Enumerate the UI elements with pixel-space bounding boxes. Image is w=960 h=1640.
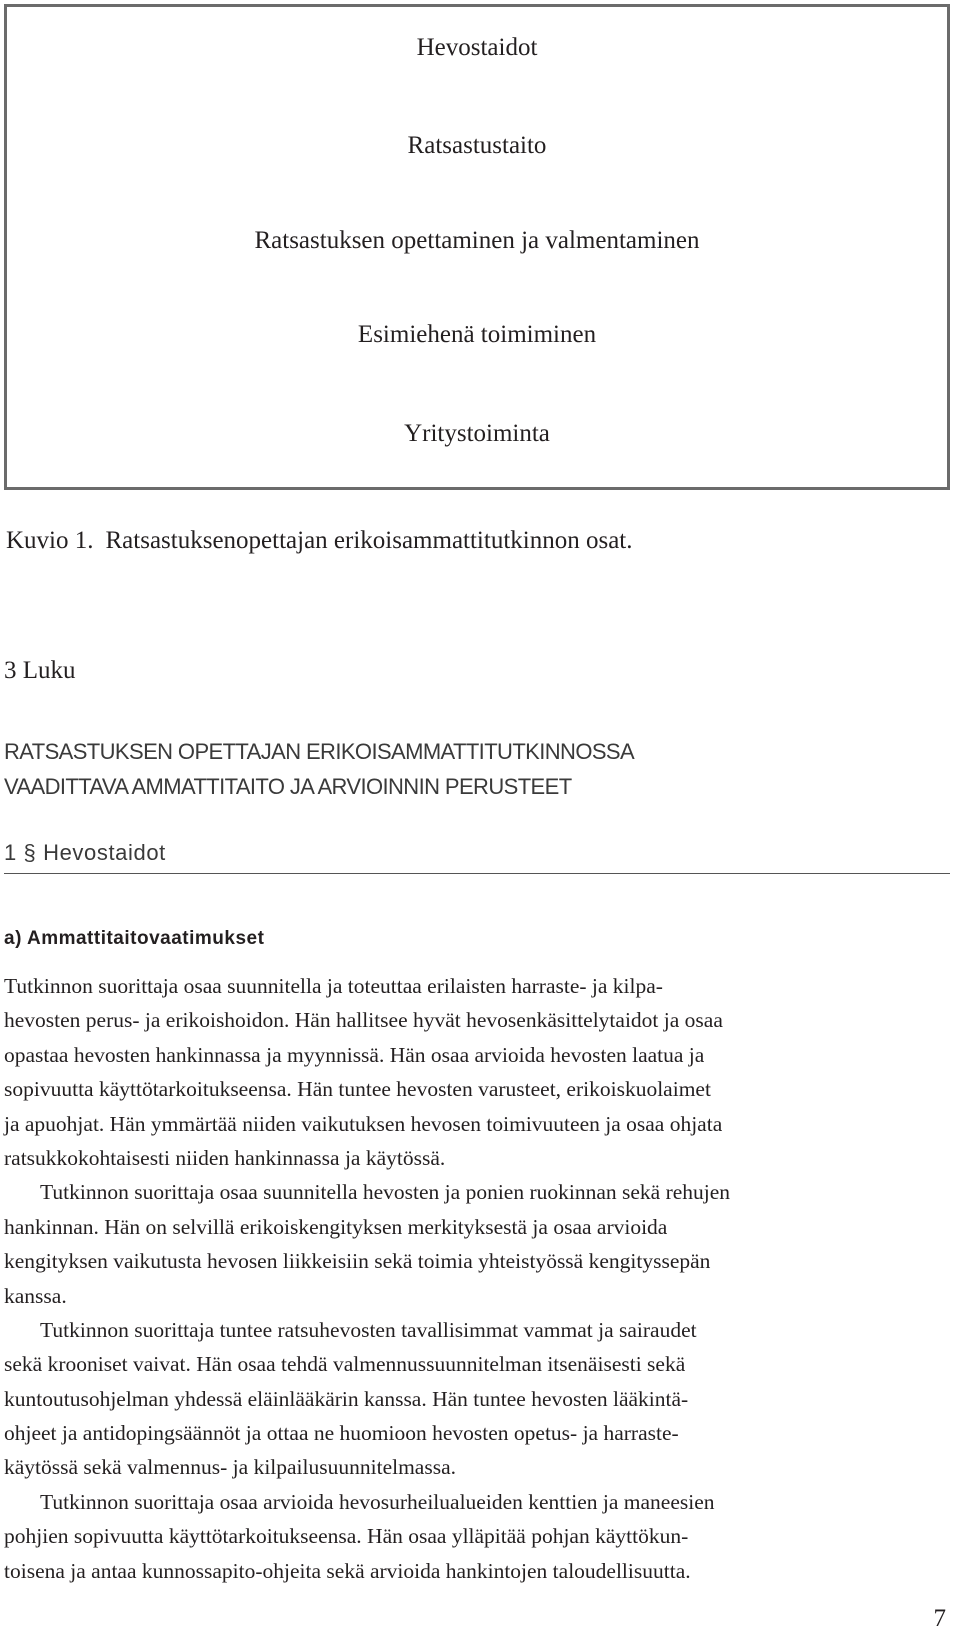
body-line: toisena ja antaa kunnossapito-ohjeita sekä arvioida hankintojen taloudellisuutta. (4, 1558, 691, 1583)
figure-caption-text: Ratsastuksenopettajan erikoisammattitutkinnon osat. (105, 527, 633, 554)
body-line: ohjeet ja antidopingsäännöt ja ottaa ne huomioon hevosten opetus- ja harraste- (4, 1421, 679, 1446)
body-line: kengityksen vaikutusta hevosen liikkeisiin sekä toimia yhteistyössä kengityssepän (4, 1249, 711, 1274)
chapter-label: 3 Luku (4, 657, 76, 684)
body-line: kanssa. (4, 1283, 67, 1308)
body-line: ratsukkokohtaisesti niiden hankinnassa ja käytössä. (4, 1145, 446, 1170)
body-line: ja apuohjat. Hän ymmärtää niiden vaikutuksen hevosen toimivuuteen ja osaa ohjata (4, 1111, 723, 1136)
figure-caption (6, 526, 633, 556)
section-title: 1 § Hevostaidot (4, 838, 950, 874)
body-text (4, 969, 944, 1588)
body-line: sekä krooniset vaivat. Hän osaa tehdä valmennussuunnitelman itsenäisesti sekä (4, 1352, 686, 1377)
chapter-heading (4, 734, 634, 804)
body-line: Tutkinnon suorittaja osaa suunnitella ja toteuttaa erilaisten harraste- ja kilpa- (4, 974, 663, 998)
chapter-heading-line-1: RATSASTUKSEN OPETTAJAN ERIKOISAMMATTITUTKINNOSSA (4, 739, 635, 764)
body-line: käytössä sekä valmennus- ja kilpailusuunnitelmassa. (4, 1455, 457, 1480)
figure-item-ratsastustaito: Ratsastustaito (407, 132, 547, 159)
body-line: hevosten perus- ja erikoishoidon. Hän hallitsee hyvät hevosenkäsittelytaidot ja osaa (4, 1008, 723, 1033)
figure-item-yritystoiminta: Yritystoiminta (404, 420, 550, 447)
figure-item-esimiehena: Esimiehenä toimiminen (357, 321, 597, 348)
figure-item-opettaminen: Ratsastuksen opettaminen ja valmentaminen (254, 227, 700, 254)
chapter-heading-line-2: VAADITTAVA AMMATTITAITO JA ARVIOINNIN PERUSTEET (4, 774, 572, 799)
figure-diagram-box (4, 4, 950, 490)
figure-item-hevostaidot: Hevostaidot (416, 34, 538, 61)
body-line: hankinnan. Hän on selvillä erikoiskengityksen merkityksestä ja osaa arvioida (4, 1214, 668, 1239)
body-line: Tutkinnon suorittaja tuntee ratsuhevosten tavallisimmat vammat ja sairaudet (40, 1317, 697, 1342)
body-line: opastaa hevosten hankinnassa ja myynnissä. Hän osaa arvioida hevosten laatua ja (4, 1042, 705, 1067)
page-number: 7 (933, 1605, 946, 1632)
body-line: kuntoutusohjelman yhdessä eläinlääkärin kanssa. Hän tuntee hevosten lääkintä- (4, 1386, 689, 1411)
body-line: pohjien sopivuutta käyttötarkoitukseensa. Hän osaa ylläpitää pohjan käyttökun- (4, 1524, 689, 1549)
body-line: Tutkinnon suorittaja osaa suunnitella hevosten ja ponien ruokinnan sekä rehujen (40, 1180, 731, 1205)
sub-heading: a) Ammattitaitovaatimukset (4, 928, 265, 949)
body-line: sopivuutta käyttötarkoitukseensa. Hän tuntee hevosten varusteet, erikoiskuolaimet (4, 1077, 711, 1102)
body-line: Tutkinnon suorittaja osaa arvioida hevosurheilualueiden kenttien ja maneesien (40, 1489, 715, 1514)
figure-caption-number: Kuvio 1. (6, 527, 94, 554)
